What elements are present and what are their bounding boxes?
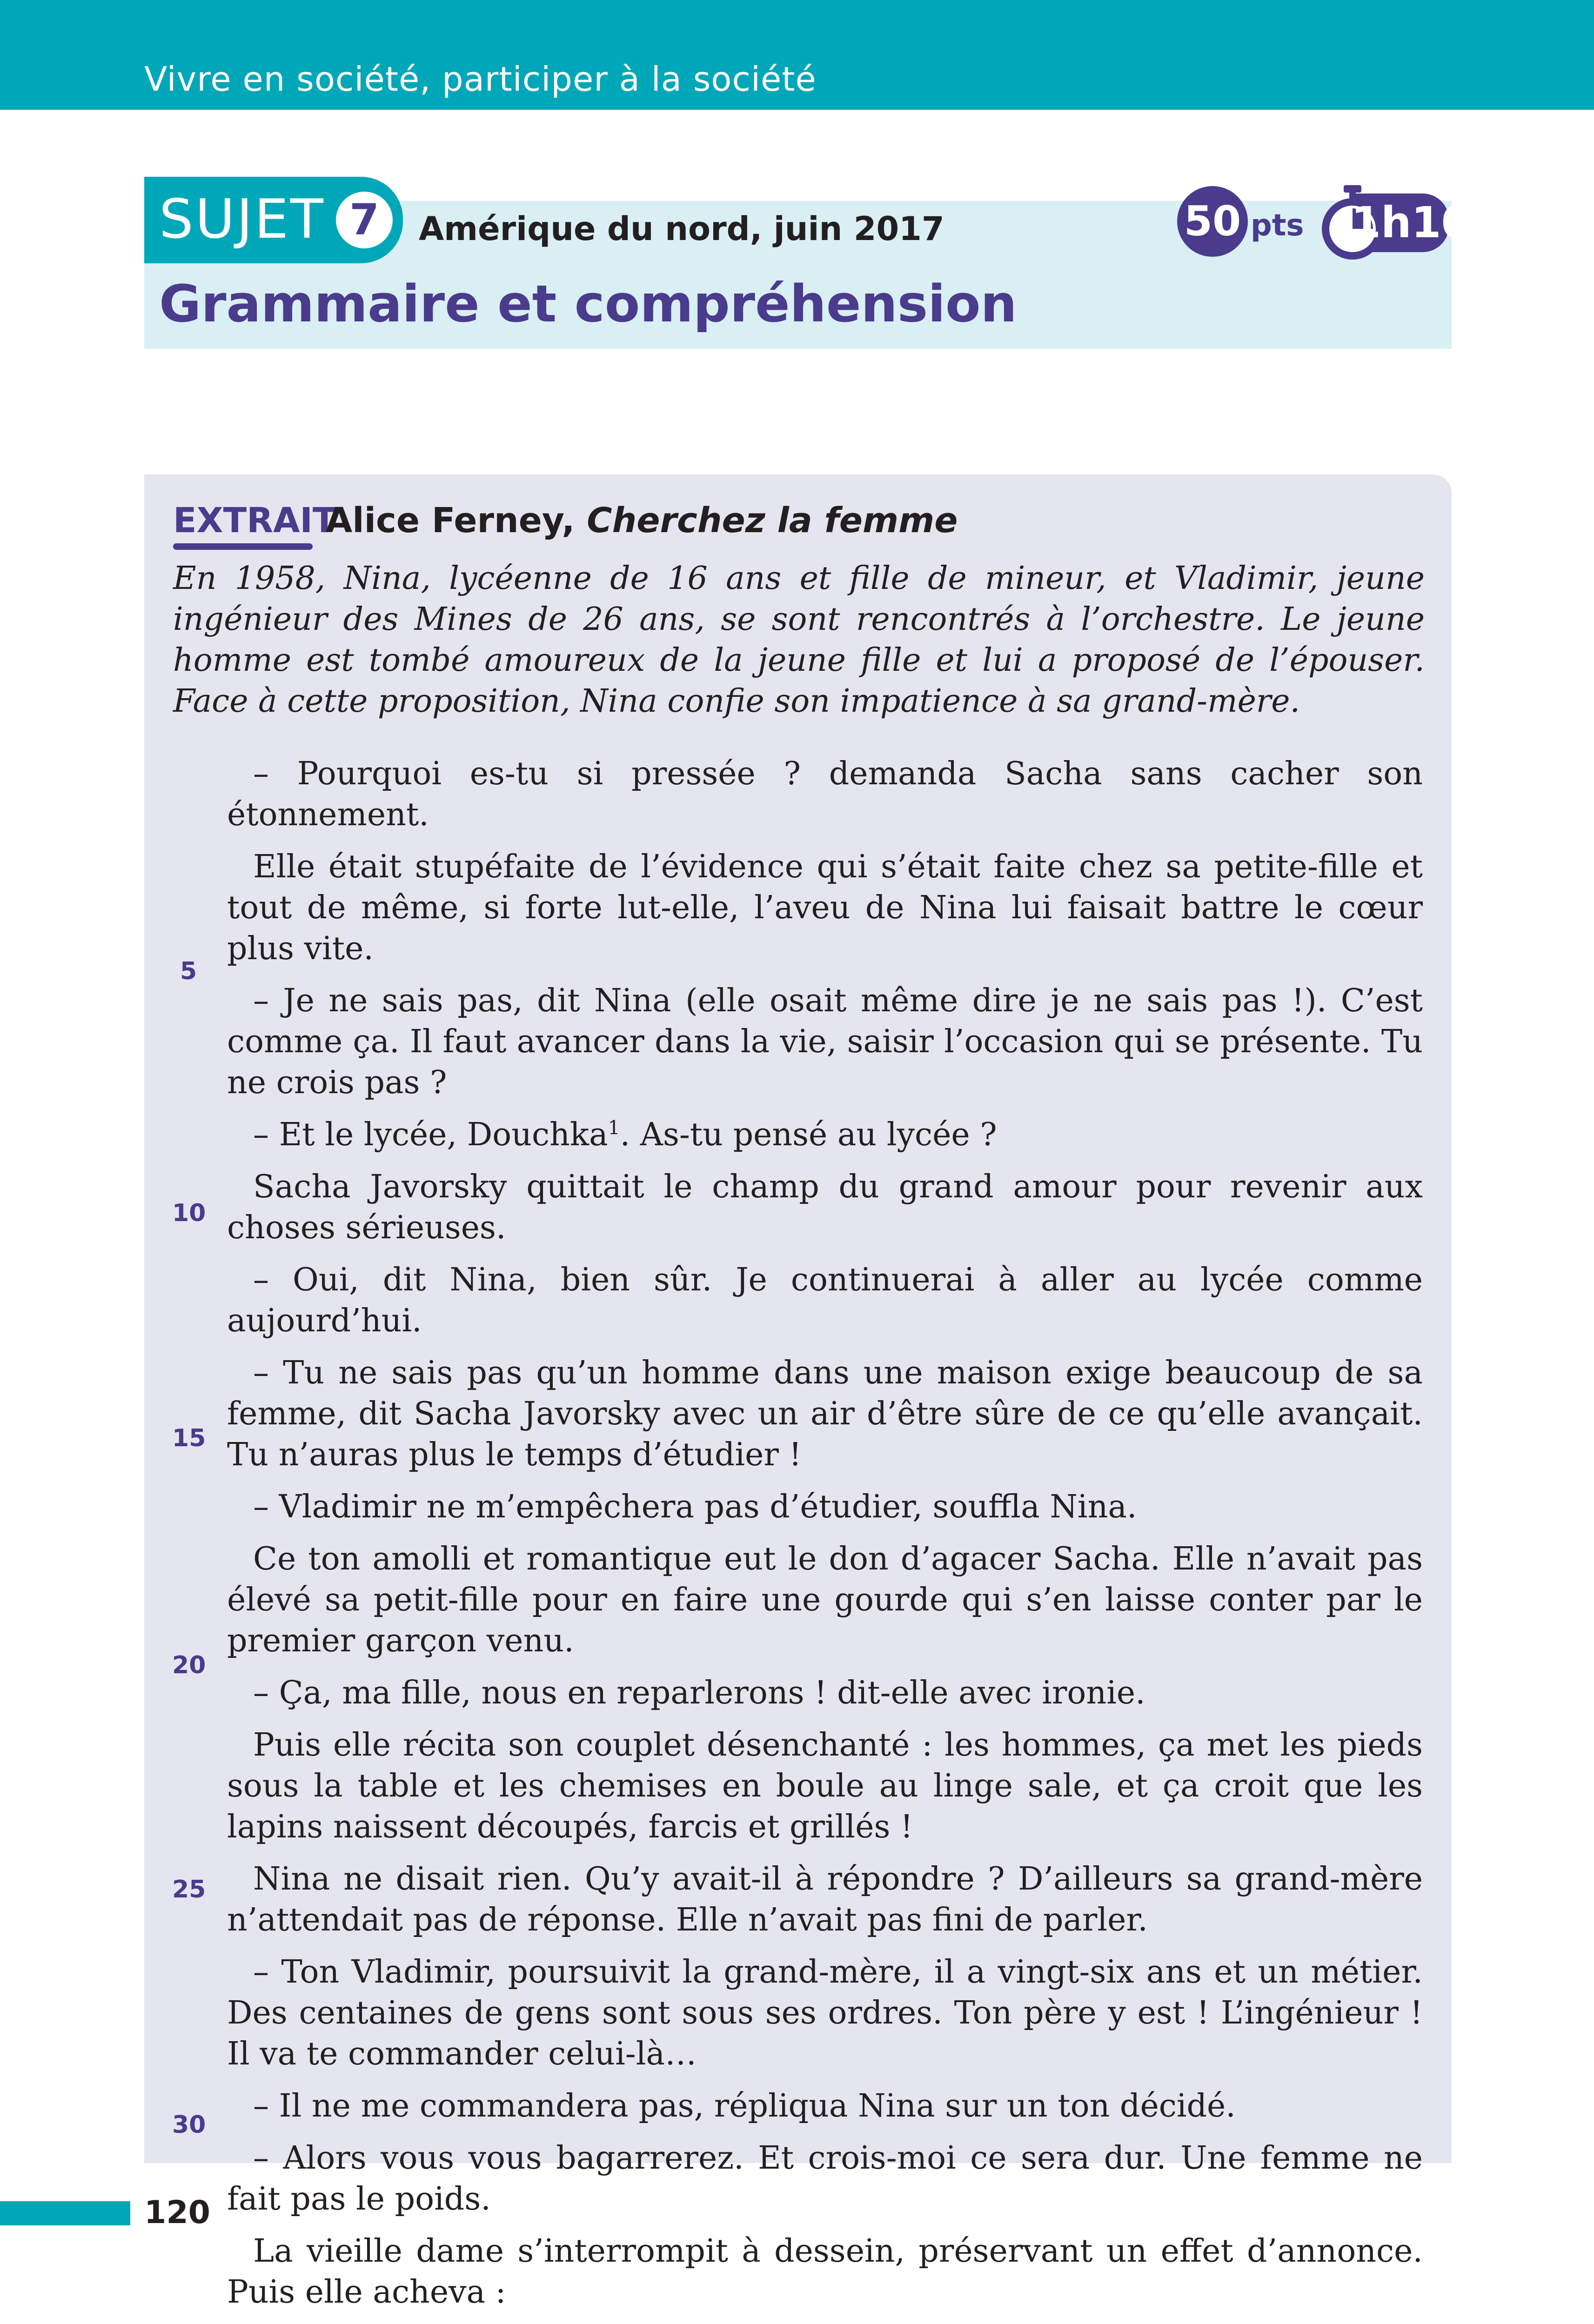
paragraph: Elle était stupéfaite de l’évidence qui s’était faite chez sa petite-fille et tout de même, si forte lut-elle, l’aveu de Nina lui faisait battre le cœur plus vite. xyxy=(227,848,1423,967)
points-badge: 50 xyxy=(1177,186,1248,257)
extract-work-title: Cherchez la femme xyxy=(587,501,958,541)
paragraph: – Pourquoi es-tu si pressée ? demanda Sacha sans cacher son étonnement. xyxy=(227,755,1423,833)
page-number: 120 xyxy=(144,2194,210,2231)
footnote-mark: 1 xyxy=(608,1116,620,1139)
paragraph: Ce ton amolli et romantique eut le don d’agacer Sacha. Elle n’avait pas élevé sa petit-fille pour en faire une gourde qui s’en laisse conter par le premier garçon venu. xyxy=(227,1541,1423,1659)
top-banner xyxy=(0,0,1594,110)
points-unit: pts xyxy=(1251,208,1304,243)
extract-text xyxy=(227,754,1423,2324)
line-number: 20 xyxy=(172,1651,206,1679)
extract-intro: En 1958, Nina, lycéenne de 16 ans et fille de mineur, et Vladimir, jeune ingénieur des Mines de 26 ans, se sont rencontrés à l’orchestre. Le jeune homme est tombé amoureux de la jeune fille et lui a proposé de l’épouser. Face à cette proposition, Nina confie son impatience à sa grand-mère. xyxy=(173,560,1425,720)
paragraph: Puis elle récita son couplet désenchanté : les hommes, ça met les pieds sous la table et les chemises en boule au linge sale, et ça croit que les lapins naissent découpés, farcis et grillés ! xyxy=(227,1727,1423,1845)
page-heading: Grammaire et compréhension xyxy=(159,274,1017,334)
section-title: Vivre en société, participer à la société xyxy=(144,60,817,99)
line-number: 25 xyxy=(172,1876,206,1903)
paragraph: – Tu ne sais pas qu’un homme dans une maison exige beaucoup de sa femme, dit Sacha Javorsky avec un air d’être sûre de ce qu’elle avançait. Tu n’auras plus le temps d’étudier ! xyxy=(227,1355,1423,1473)
extract-author: Alice Ferney, xyxy=(326,501,575,541)
paragraph: – Alors vous vous bagarrerez. Et crois-moi ce sera dur. Une femme ne fait pas le poids. xyxy=(227,2140,1423,2217)
paragraph: Sacha Javorsky quittait le champ du grand amour pour revenir aux choses sérieuses. xyxy=(227,1169,1423,1246)
duration-text: 1h10 xyxy=(1351,198,1471,247)
paragraph: La vieille dame s’interrompit à dessein, préservant un effet d’annonce. Puis elle acheva : xyxy=(227,2233,1423,2311)
paragraph: – Oui, dit Nina, bien sûr. Je continuerai à aller au lycée comme aujourd’hui. xyxy=(227,1262,1423,1339)
paragraph: – Vladimir ne m’empêchera pas d’étudier, souffla Nina. xyxy=(253,1489,1137,1525)
paragraph-text: – Et le lycée, Douchka xyxy=(253,1116,608,1153)
line-number: 5 xyxy=(180,957,197,985)
line-number: 15 xyxy=(172,1424,206,1452)
sujet-number: 7 xyxy=(336,192,393,248)
paragraph-text: . As-tu pensé au lycée ? xyxy=(620,1116,997,1153)
paragraph xyxy=(227,1115,1423,1155)
paragraph: – Je ne sais pas, dit Nina (elle osait même dire je ne sais pas !). C’est comme ça. Il faut avancer dans la vie, saisir l’occasion qui se présente. Tu ne crois pas ? xyxy=(227,982,1423,1101)
extract-source xyxy=(326,495,958,546)
line-number: 10 xyxy=(172,1199,206,1227)
extract-label-underline xyxy=(173,543,313,550)
sujet-label: SUJET xyxy=(159,188,325,251)
subject-origin: Amérique du nord, juin 2017 xyxy=(419,210,944,248)
paragraph: Nina ne disait rien. Qu’y avait-il à répondre ? D’ailleurs sa grand-mère n’attendait pas de réponse. Elle n’avait pas fini de parler. xyxy=(227,1861,1423,1938)
paragraph: – Il ne me commandera pas, répliqua Nina sur un ton décidé. xyxy=(253,2088,1236,2124)
footer-accent-bar xyxy=(0,2201,130,2225)
paragraph: – Ton Vladimir, poursuivit la grand-mère, il a vingt-six ans et un métier. Des centaines de gens sont sous ses ordres. Ton père y est ! L’ingénieur ! Il va te commander celui-là… xyxy=(227,1954,1423,2072)
extract-label: EXTRAIT xyxy=(173,501,336,541)
paragraph: – Ça, ma fille, nous en reparlerons ! dit-elle avec ironie. xyxy=(253,1675,1145,1711)
line-number: 30 xyxy=(172,2111,206,2139)
